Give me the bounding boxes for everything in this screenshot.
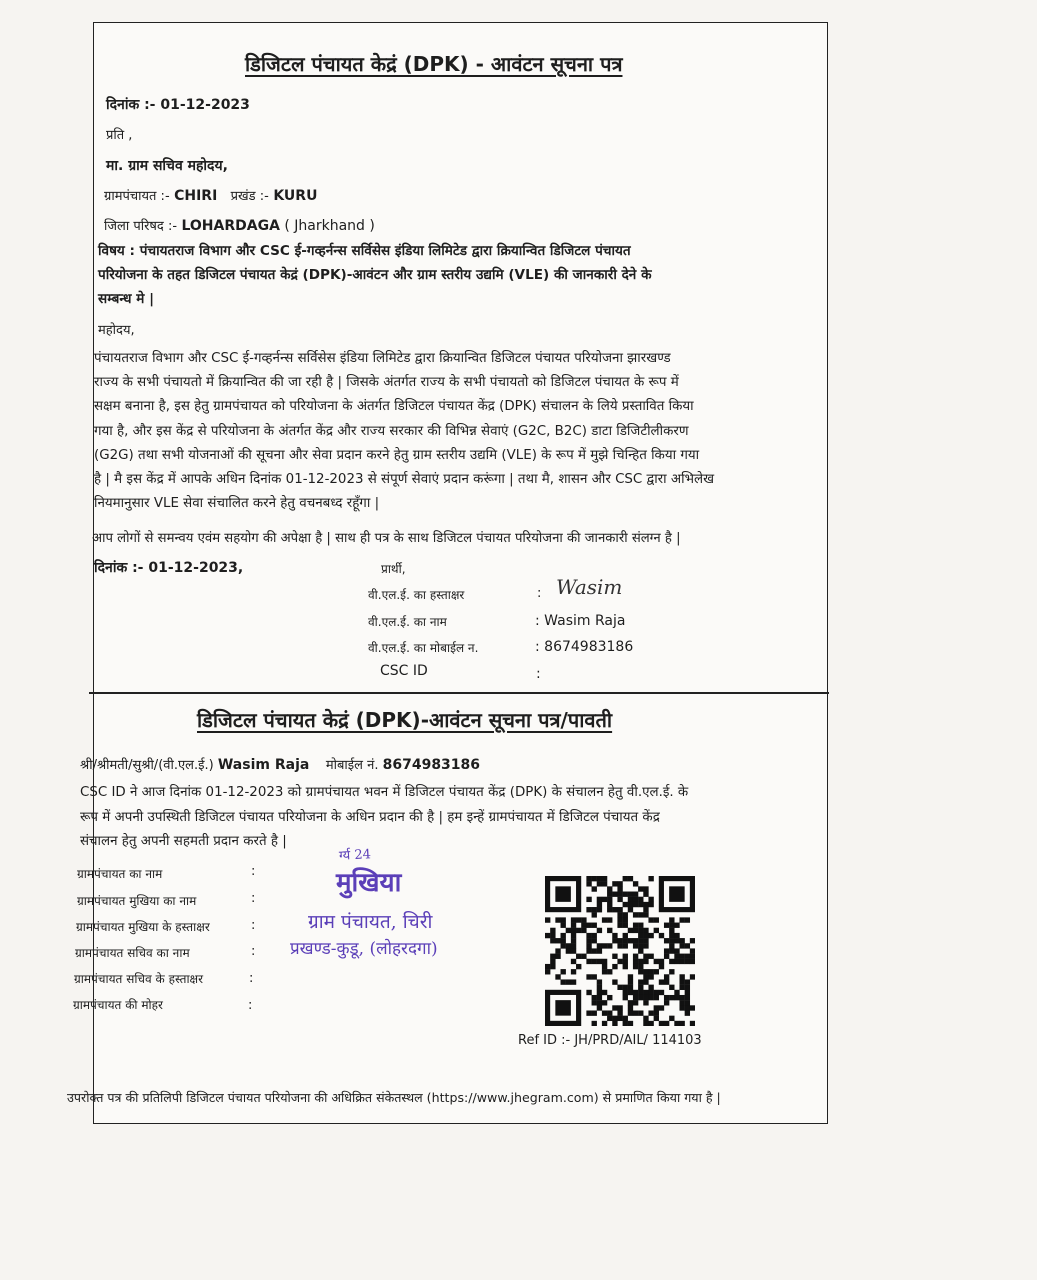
stamp-line: मुखिया [336, 868, 402, 898]
field-gp-seal: ग्रामपंचायत की मोहर [73, 998, 163, 1012]
field-gp-name: ग्रामपंचायत का नाम [77, 867, 163, 881]
body-line: नियमानुसार VLE सेवा संचालित करने हेतु वचनबध्द रहूँगा | [94, 496, 380, 512]
ref-id: Ref ID :- JH/PRD/AIL/ 114103 [518, 1033, 702, 1048]
csc-id-colon: : [536, 666, 541, 682]
qr-code [545, 876, 695, 1026]
body-line: सक्षम बनाना है, इस हेतु ग्रामपंचायत को परियोजना के अंतर्गत डिजिटल पंचायत केंद्र (DPK) संचालन के लिये प्रस्तावित किया [94, 399, 694, 415]
stamp-line: ग्राम पंचायत, चिरी [308, 911, 433, 933]
subject-block [98, 239, 810, 311]
district-value: LOHARDAGA [181, 218, 280, 234]
receipt-vle-prefix: श्री/श्रीमती/सुश्री/(वी.एल.ई.) [80, 758, 214, 773]
field-sachiv-name: ग्रामपंचायत सचिव का नाम [75, 946, 190, 960]
subject-line: विषय : पंचायतराज विभाग और CSC ई-गव्हर्नन्स सर्विसेस इंडिया लिमिटेड द्वारा क्रियान्वित डिजिटल पंचायत [98, 243, 631, 259]
body-line: है | मै इस केंद्र में आपके अधिन दिनांक 01-12-2023 से संपूर्ण सेवाएं प्रदान करूंगा | तथा मै, शासन और CSC द्वारा अभिलेख [94, 472, 715, 488]
receipt-body-line: रूप में अपनी उपस्थिती डिजिटल पंचायत परियोजना के अधिन प्रदान की है | हम इन्हें ग्रामपंचायत में डिजिटल पंचायत केंद्र [80, 809, 660, 825]
vle-mobile-label: वी.एल.ई. का मोबाईल न. [368, 641, 479, 655]
vle-signature-label: वी.एल.ई. का हस्ताक्षर [368, 588, 465, 602]
field-colon: : [251, 891, 256, 906]
addressee: मा. ग्राम सचिव महोदय, [106, 158, 228, 174]
subject-line: परियोजना के तहत डिजिटल पंचायत केद्रं (DPK)-आवंटन और ग्राम स्तरीय उद्यमि (VLE) की जानकारी देने के [98, 267, 652, 283]
vle-name-label: वी.एल.ई. का नाम [368, 615, 447, 629]
field-colon: : [251, 864, 256, 879]
district-label: जिला परिषद :- [104, 219, 178, 234]
prati-label: प्रति , [106, 128, 133, 143]
body-line: (G2G) तथा सभी योजनाओं की सूचना और सेवा प्रदान करने हेतु ग्राम स्तरीय उद्यमि (VLE) के रूप में मुझे चिन्हित किया गया [94, 447, 700, 463]
receipt-vle-name: Wasim Raja [217, 757, 310, 773]
notice-body [94, 347, 814, 516]
receipt-mobile-label: मोबाईल नं. [325, 758, 379, 773]
field-mukhiya-signature: ग्रामपंचायत मुखिया के हस्ताक्षर [76, 920, 210, 934]
block-label: प्रखंड :- [230, 189, 269, 204]
receipt-vle-line [80, 755, 480, 773]
receipt-mobile-value: 8674983186 [382, 757, 481, 773]
field-sachiv-signature: ग्रामपंचायत सचिव के हस्ताक्षर [74, 972, 204, 986]
block-value: KURU [273, 188, 318, 204]
footer-note: उपरोक्त पत्र की प्रतिलिपी डिजिटल पंचायत परियोजना की अधिक्रित संकेतस्थल (https://www.jhegram.com) से प्रमाणित किया गया है | [67, 1090, 721, 1105]
field-colon: : [249, 971, 254, 986]
receipt-title: डिजिटल पंचायत केद्रं (DPK)-आवंटन सूचना पत्र/पावती [197, 708, 613, 732]
gp-label: ग्रामपंचायत :- [104, 189, 170, 204]
vle-name-value: : Wasim Raja [535, 613, 626, 629]
body-line: गया है, और इस केंद्र से परियोजना के अंतर्गत केंद्र और राज्य सरकार की विभिन्न सेवाएं (G2C, B2C) डाटा डिजिटीलीकरण [94, 423, 689, 439]
notice-title: डिजिटल पंचायत केद्रं (DPK) - आवंटन सूचना पत्र [245, 52, 623, 76]
closing-date: दिनांक :- 01-12-2023, [94, 560, 244, 576]
gp-block-line [104, 186, 317, 204]
receipt-body [80, 781, 820, 855]
section-divider [89, 692, 829, 694]
stamp-initials: र्ग्य 24 [338, 847, 372, 864]
district-state: ( Jharkhand ) [284, 218, 375, 234]
csc-id-label: CSC ID [380, 663, 428, 679]
applicant-label: प्रार्थी, [381, 562, 406, 576]
notice-date: दिनांक :- 01-12-2023 [106, 97, 250, 113]
vle-mobile-value: : 8674983186 [535, 639, 634, 655]
field-colon: : [251, 918, 256, 933]
receipt-body-line: संचालन हेतु अपनी सहमती प्रदान करते है | [80, 834, 287, 849]
vle-signature-colon: : [537, 586, 542, 601]
field-colon: : [251, 944, 256, 959]
subject-line: सम्बन्ध मे | [98, 291, 155, 307]
body-line: राज्य के सभी पंचायतो में क्रियान्वित की जा रही है | जिसके अंतर्गत राज्य के सभी पंचायतो को डिजिटल पंचायत के रूप में [94, 375, 679, 391]
field-colon: : [248, 998, 253, 1013]
letter-sheet [67, 22, 828, 1124]
gp-value: CHIRI [174, 188, 218, 204]
salutation: महोदय, [98, 323, 135, 338]
stamp-line: प्रखण्ड-कुडू, (लोहरदगा) [290, 939, 438, 959]
receipt-body-line: CSC ID ने आज दिनांक 01-12-2023 को ग्रामपंचायत भवन में डिजिटल पंचायत केंद्र (DPK) के संचालन हेतु वी.एल.ई. के [80, 785, 689, 800]
vle-signature: Wasim [556, 575, 623, 599]
field-mukhiya-name: ग्रामपंचायत मुखिया का नाम [77, 894, 197, 908]
body-line: पंचायतराज विभाग और CSC ई-गव्हर्नन्स सर्विसेस इंडिया लिमिटेड द्वारा क्रियान्वित डिजिटल पंचायत परियोजना झारखण्ड [94, 351, 671, 366]
district-line [104, 216, 375, 234]
cooperation-line: आप लोगों से समन्वय एवंम सहयोग की अपेक्षा है | साथ ही पत्र के साथ डिजिटल पंचायत परियोजना की जानकारी संलग्न है | [92, 531, 681, 546]
